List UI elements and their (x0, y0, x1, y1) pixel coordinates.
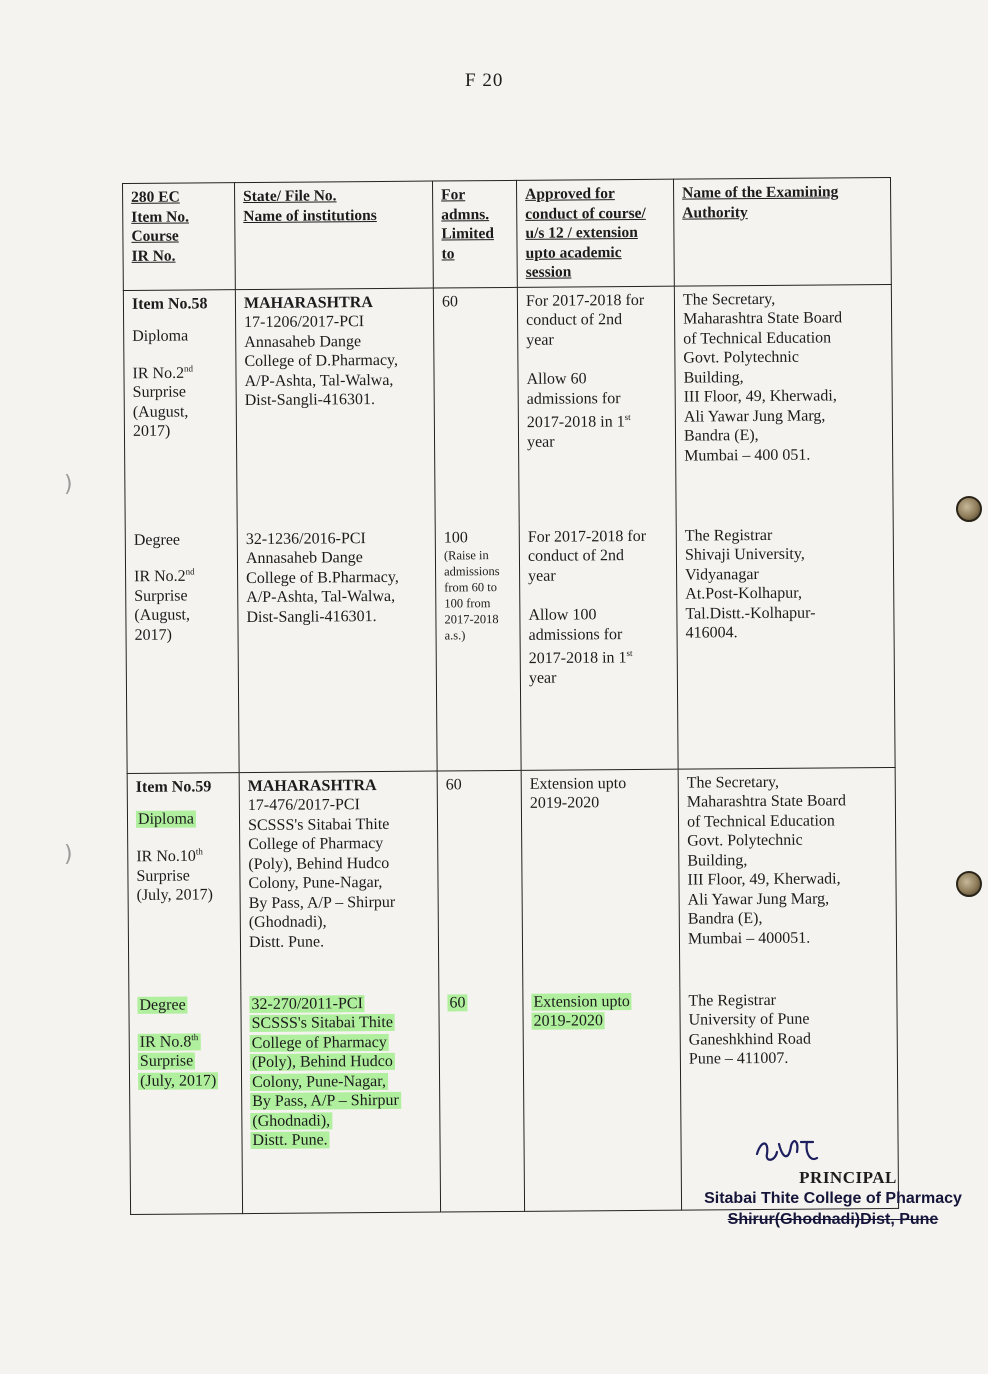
admissions-cell: 60 (437, 770, 523, 989)
authority-cell: The Registrar University of Pune Ganeshkhind Road Pune – 411007. (680, 986, 899, 1210)
table-row (125, 521, 895, 774)
college-name: Sitabai Thite College of Pharmacy (704, 1190, 962, 1207)
punch-hole-bottom (956, 871, 982, 897)
admissions-cell: 60 (439, 989, 525, 1212)
admissions-cell: 60 (433, 287, 519, 524)
institution-cell: 32-270/2011-PCI SCSSS's Sitabai Thite College of Pharmacy (Poly), Behind Hudco Colony, Pune-Nagar, By Pass, A/P – Shirpur (Ghodnadi), Distt. Pune. (241, 989, 441, 1213)
authority-cell: The Secretary, Maharashtra State Board of Technical Education Govt. Polytechnic Building, III Floor, 49, Kherwadi, Ali Yawar Jung Marg, Bandra (E), Mumbai – 400 051. (674, 284, 893, 522)
table-row (123, 284, 893, 527)
approval-cell: For 2017-2018 for conduct of 2nd year Allow 60 admissions for 2017-2018 in 1st year (517, 286, 676, 524)
ir-info: IR No.2nd Surprise (August, 2017) (134, 566, 195, 644)
approval-cell: Extension upto 2019-2020 (523, 988, 682, 1212)
item-cell: Item No.59 Diploma IR No.10th Surprise (July, 2017) (127, 772, 241, 991)
signature-scribble (753, 1132, 823, 1168)
approval-cell: Extension upto 2019-2020 (521, 769, 680, 989)
item-cell: Degree IR No.2nd Surprise (August, 2017) (125, 526, 239, 774)
page-number: F 20 (465, 70, 504, 91)
authority-cell: The Registrar Shivaji University, Vidyanagar At.Post-Kolhapur, Tal.Distt.-Kolhapur- 416004. (676, 521, 895, 769)
item-cell: Degree IR No.8th Surprise (July, 2017) (129, 991, 243, 1215)
institution-cell: MAHARASHTRA 17-1206/2017-PCI Annasaheb Dange College of D.Pharmacy, A/P-Ashta, Tal-Walwa, Dist-Sangli-416301. (235, 288, 435, 526)
header-approval: Approved for conduct of course/ u/s 12 / extension upto academic session (516, 179, 674, 287)
ir-info: IR No.8th Surprise (July, 2017) (139, 1031, 217, 1090)
header-item-no: 280 EC Item No. Course IR No. (123, 183, 236, 290)
table-header-row (123, 177, 892, 290)
committee-table (122, 177, 899, 1215)
admissions-cell: 100 (Raise in admissions from 60 to 100 from 2017-2018 a.s.) (435, 524, 521, 771)
principal-stamp (698, 1132, 968, 1230)
institution-cell: MAHARASHTRA 17-476/2017-PCI SCSSS's Sitabai Thite College of Pharmacy (Poly), Behind Hudco Colony, Pune-Nagar, By Pass, A/P – Shirpur (Ghodnadi), Distt. Pune. (239, 771, 439, 991)
ir-info: IR No.2nd Surprise (August, 2017) (132, 362, 194, 441)
institution-cell: 32-1236/2016-PCI Annasaheb Dange College of B.Pharmacy, A/P-Ashta, Tal-Walwa, Dist-Sangli-416301. (237, 524, 437, 772)
header-authority: Name of the Examining Authority (673, 177, 891, 285)
header-institution: State/ File No. Name of institutions (235, 181, 434, 289)
punch-hole-top (956, 496, 982, 522)
principal-title: PRINCIPAL (799, 1168, 897, 1187)
approval-cell: For 2017-2018 for conduct of 2nd year Allow 100 admissions for 2017-2018 in 1st year (519, 522, 678, 770)
authority-cell: The Secretary, Maharashtra State Board of Technical Education Govt. Polytechnic Building, III Floor, 49, Kherwadi, Ali Yawar Jung Marg, Bandra (E), Mumbai – 400051. (678, 767, 897, 987)
item-cell: Item No.58 Diploma IR No.2nd Surprise (August, 2017) (123, 289, 237, 526)
header-admissions: For admns. Limited to (432, 180, 517, 287)
table-row (127, 767, 897, 992)
margin-mark-top: ) (64, 472, 73, 497)
college-location: Shirur(Ghodnadi)Dist, Pune (727, 1211, 939, 1228)
margin-mark-bottom: ) (64, 842, 73, 867)
ir-info: IR No.10th Surprise (July, 2017) (136, 846, 213, 905)
